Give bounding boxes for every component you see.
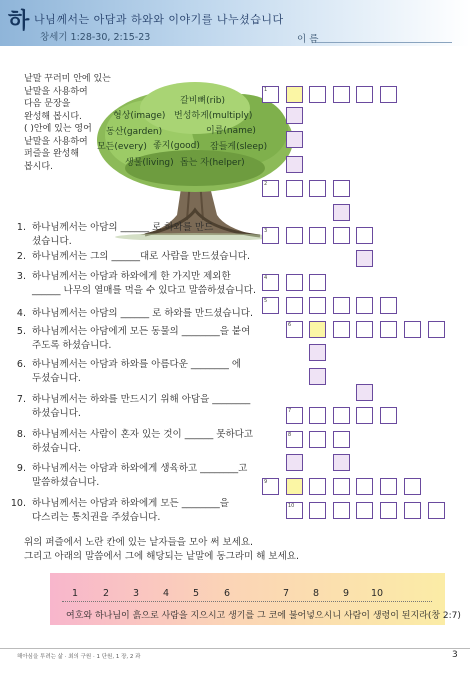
question-number: 2.	[16, 251, 26, 262]
crossword-cell[interactable]	[309, 321, 326, 338]
crossword-cell[interactable]	[309, 86, 326, 103]
page-number: 3	[452, 650, 458, 660]
question-number: 5.	[16, 326, 26, 337]
crossword-cell[interactable]	[356, 478, 373, 495]
instruction-line: 낱말 꾸러미 안에 있는	[24, 74, 111, 84]
name-label: 이 름	[297, 34, 319, 45]
word-bank-item: 형상(image)	[113, 111, 166, 121]
question-number: 4.	[16, 308, 26, 319]
crossword-cell[interactable]	[309, 368, 326, 385]
crossword-cell[interactable]	[380, 478, 397, 495]
word-bank-item: 잠들게(sleep)	[210, 142, 268, 152]
crossword-cell[interactable]	[309, 344, 326, 361]
crossword-cell[interactable]	[309, 478, 326, 495]
crossword-cell[interactable]	[380, 407, 397, 424]
word-bank-item: 생물(living)	[125, 158, 174, 168]
crossword-cell[interactable]	[309, 502, 326, 519]
crossword-cell[interactable]	[262, 180, 279, 197]
crossword-cell[interactable]	[333, 204, 350, 221]
answer-number-row	[72, 588, 392, 602]
clue-number: 6	[288, 322, 292, 328]
word-bank-item: 동산(garden)	[106, 127, 163, 137]
word-bank-item: 번성하게(multiply)	[174, 111, 253, 121]
bible-verse: 여호와 하나님이 흙으로 사람을 지으시고 생기를 그 코에 불어넣으시니 사람이 생령이 된지라(창 2:7)	[66, 611, 461, 621]
question-text: 하나님께서는 사람이 혼자 있는 것이 ______ 못하다고 하셨습니다.	[32, 429, 253, 454]
crossword-cell[interactable]	[356, 407, 373, 424]
crossword-cell[interactable]	[286, 431, 303, 448]
answer-number: 4	[163, 588, 170, 599]
question-text: 하나님께서는 아담의 ______ 로 하와를 만드셨습니다.	[32, 308, 253, 319]
scripture-reference: 창세기 1:28-30, 2:15-23	[40, 32, 151, 43]
crossword-cell[interactable]	[380, 86, 397, 103]
answer-number: 10	[371, 588, 384, 599]
crossword-cell[interactable]	[333, 297, 350, 314]
answer-number: 8	[313, 588, 320, 599]
crossword-cell[interactable]	[380, 297, 397, 314]
instruction-line: 다음 문장을	[24, 99, 71, 109]
clue-number: 5	[264, 298, 268, 304]
crossword-cell[interactable]	[262, 478, 279, 495]
answer-number: 1	[72, 588, 79, 599]
clue-number: 3	[264, 228, 268, 234]
question-number: 6.	[16, 359, 26, 370]
crossword-cell[interactable]	[286, 156, 303, 173]
page-title: 나님께서는 아담과 하와와 이야기를 나누셨습니다	[34, 13, 284, 26]
instruction-line: 낱말을 사용하여	[24, 86, 88, 97]
crossword-cell[interactable]	[380, 321, 397, 338]
crossword-cell[interactable]	[356, 502, 373, 519]
crossword-cell[interactable]	[333, 478, 350, 495]
clue-number: 1	[264, 87, 268, 93]
crossword-cell[interactable]	[333, 227, 350, 244]
crossword-cell[interactable]	[286, 407, 303, 424]
word-bank-item: 이름(name)	[206, 126, 256, 136]
crossword-cell[interactable]	[309, 227, 326, 244]
question-text: 하나님께서는 아담과 하와에게 생육하고 ________고 말씀하셨습니다.	[32, 463, 248, 488]
crossword-cell[interactable]	[333, 431, 350, 448]
crossword-cell[interactable]	[286, 502, 303, 519]
crossword-cell[interactable]	[286, 454, 303, 471]
question-text: 하나님께서는 아담과 하와에게 모든 ________을 다스리는 통치권을 주셨습니다.	[32, 498, 229, 523]
clue-number: 2	[264, 181, 268, 187]
crossword-cell[interactable]	[356, 86, 373, 103]
crossword-cell[interactable]	[356, 321, 373, 338]
word-bank-item: 좋지(good)	[153, 141, 200, 151]
crossword-cell[interactable]	[286, 86, 303, 103]
question-text: 하나님께서는 그의 ______대로 사람을 만드셨습니다.	[32, 251, 250, 262]
crossword-cell[interactable]	[286, 297, 303, 314]
crossword-cell[interactable]	[262, 86, 279, 103]
clue-number: 10	[288, 503, 295, 509]
crossword-cell[interactable]	[309, 407, 326, 424]
crossword-cell[interactable]	[356, 384, 373, 401]
instruction-line: 완성해 봅시다.	[24, 111, 82, 122]
question-text: 하나님께서는 아담과 하와를 아름다운 ________ 에 두셨습니다.	[32, 359, 242, 384]
crossword-cell[interactable]	[356, 297, 373, 314]
crossword-cell[interactable]	[262, 297, 279, 314]
answer-number: 5	[193, 588, 200, 599]
question-text: 하나님께서는 하와를 만드시기 위해 아담을 ________ 하셨습니다.	[32, 394, 251, 419]
name-field[interactable]	[316, 42, 452, 43]
crossword-cell[interactable]	[309, 297, 326, 314]
crossword-cell[interactable]	[286, 478, 303, 495]
crossword-cell[interactable]	[309, 431, 326, 448]
question-text: 하나님께서는 아담과 하와에게 한 가지만 제외한 ______ 나무의 열매를 먹을 수 있다고 말씀하셨습니다.	[32, 271, 257, 296]
instruction-line: 퍼즐을 완성해	[24, 149, 80, 159]
footer-divider	[0, 648, 470, 649]
crossword-cell[interactable]	[286, 227, 303, 244]
crossword-cell[interactable]	[333, 502, 350, 519]
clue-number: 9	[264, 479, 268, 485]
question-number: 10.	[10, 498, 26, 509]
summary-line: 그리고 아래의 말씀에서 그에 해당되는 낱말에 동그라미 해 보세요.	[24, 551, 299, 562]
page-title-initial: 하	[8, 9, 30, 34]
instruction-line: 봅시다.	[24, 161, 53, 172]
answer-number: 2	[103, 588, 110, 599]
crossword-cell[interactable]	[333, 454, 350, 471]
crossword-cell[interactable]	[286, 321, 303, 338]
crossword-cell[interactable]	[262, 227, 279, 244]
crossword-cell[interactable]	[333, 86, 350, 103]
word-bank-item: 모든(every)	[97, 142, 147, 152]
crossword-cell[interactable]	[333, 180, 350, 197]
summary-line: 위의 퍼즐에서 노란 칸에 있는 낱자들을 모아 써 보세요.	[24, 537, 254, 548]
crossword-cell[interactable]	[333, 407, 350, 424]
crossword-cell[interactable]	[286, 180, 303, 197]
footer-text: 해아심을 투려는 삶 · 최의 구원 · 1 단원, 1 장, 2 과	[17, 654, 141, 660]
instruction-line: ( )안에 있는 영어	[24, 124, 92, 134]
word-bank-item: 돕는 자(helper)	[180, 158, 245, 168]
question-text: 하나님께서는 아담에게 모든 동물의 ________을 붙여 주도록 하셨습니다.	[32, 326, 251, 351]
answer-number: 7	[283, 588, 290, 599]
word-bank-item: 갈비뼈(rib)	[180, 96, 226, 106]
crossword-cell[interactable]	[309, 180, 326, 197]
crossword-cell[interactable]	[404, 502, 421, 519]
answer-line[interactable]	[62, 601, 432, 602]
answer-number: 3	[133, 588, 140, 599]
clue-number: 7	[288, 408, 292, 414]
question-number: 8.	[16, 429, 26, 440]
crossword-cell[interactable]	[428, 502, 445, 519]
crossword-cell[interactable]	[262, 274, 279, 291]
crossword-cell[interactable]	[404, 478, 421, 495]
crossword-cell[interactable]	[286, 107, 303, 124]
question-number: 1.	[16, 222, 26, 233]
clue-number: 8	[288, 432, 292, 438]
answer-number: 6	[224, 588, 231, 599]
question-number: 9.	[16, 463, 26, 474]
instruction-line: 낱말을 사용하여	[24, 136, 88, 147]
crossword-cell[interactable]	[286, 274, 303, 291]
question-number: 7.	[16, 394, 26, 405]
crossword-cell[interactable]	[356, 227, 373, 244]
crossword-cell[interactable]	[333, 321, 350, 338]
crossword-cell[interactable]	[286, 131, 303, 148]
crossword-cell[interactable]	[428, 321, 445, 338]
crossword-cell[interactable]	[380, 502, 397, 519]
question-text: 하나님께서는 아담의 ______ 로 하와를 만드 셨습니다.	[32, 222, 214, 247]
crossword-cell[interactable]	[404, 321, 421, 338]
crossword-cell[interactable]	[356, 250, 373, 267]
crossword-cell[interactable]	[309, 274, 326, 291]
summary-instructions	[24, 536, 299, 564]
clue-number: 4	[264, 275, 268, 281]
answer-number: 9	[343, 588, 350, 599]
question-number: 3.	[16, 271, 26, 282]
